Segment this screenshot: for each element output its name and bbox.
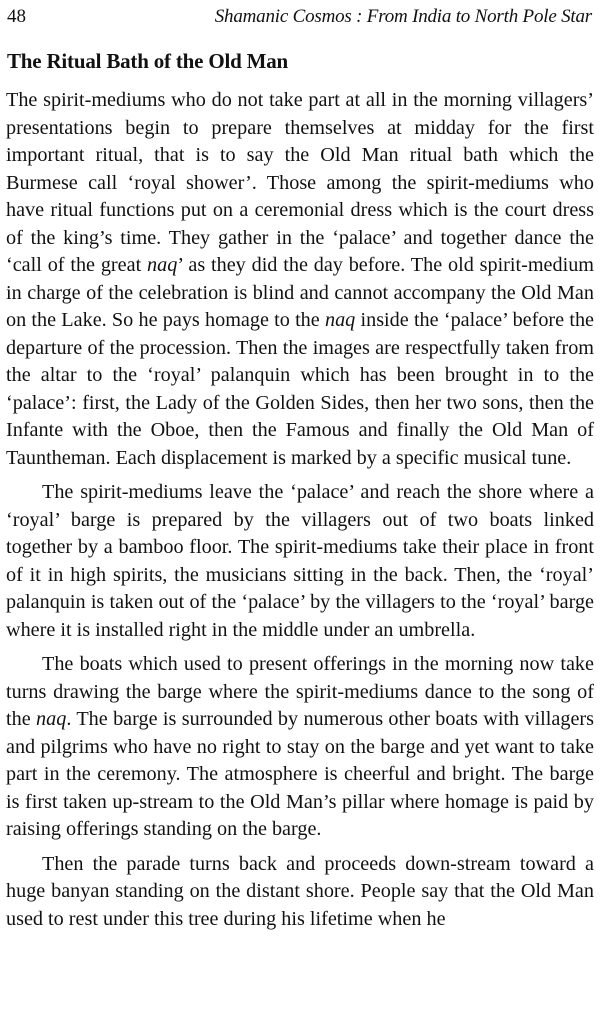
paragraph-1-text-b: ’ as they did the day before. The old spirit-medium in charge of the celebration is blind and cannot accompany the Old Man on the Lake. So he pays homage to the — [6, 254, 595, 331]
paragraph-1 — [6, 87, 594, 472]
naq-term: naq — [36, 708, 67, 730]
naq-term: naq — [147, 254, 178, 276]
section-heading: The Ritual Bath of the Old Man — [7, 49, 289, 73]
naq-term: naq — [324, 309, 356, 331]
paragraph-1-text-c: inside the ‘palace’ before the departure of the procession. Then the images are respectfully taken from the altar to the ‘royal’ palanquin which has been brought in to the ‘palace’: first, the Lady of the Golden Sides, then her two sons, then the Infante with the Oboe, then the Famous and finally the Old Man of Tauntheman. Each displacement is marked by a specific musical tune. — [6, 309, 595, 469]
body-text — [6, 87, 594, 940]
page-number: 48 — [7, 6, 26, 27]
paragraph-3 — [6, 651, 594, 844]
paragraph-4: Then the parade turns back and proceeds down-stream toward a huge banyan standing on the distant shore. People say that the Old Man used to rest under this tree during his lifetime when he — [6, 852, 594, 930]
running-head — [7, 3, 592, 31]
book-title: Shamanic Cosmos : From India to North Pole Star — [214, 6, 592, 27]
paragraph-3-text-a: The boats which used to present offerings in the morning now take turns drawing the barge where the spirit-mediums dance to the song of the — [6, 653, 594, 730]
paragraph-3-text-b: . The barge is surrounded by numerous other boats with villagers and pilgrims who have no right to stay on the barge and yet want to take part in the ceremony. The atmosphere is cheerful and bright. The barge is first taken up-stream to the Old Man’s pillar where homage is paid by raising offerings standing on the barge. — [6, 708, 594, 840]
paragraph-1-text-a: The spirit-mediums who do not take part at all in the morning villagers’ presentations begin to prepare themselves at midday for the first important ritual, that is to say the Old Man ritual bath which the Burmese call ‘royal shower’. Those among the spirit-mediums who have ritual functions put on a ceremonial dress which is the court dress of the king’s time. They gather in the ‘palace’ and together dance the ‘call of the great — [6, 89, 594, 276]
paragraph-2: The spirit-mediums leave the ‘palace’ and reach the shore where a ‘royal’ barge is prepared by the villagers out of two boats linked together by a bamboo floor. The spirit-mediums take their place in front of it in high spirits, the musicians sitting in the back. Then, the ‘royal’ palanquin is taken out of the ‘palace’ by the villagers to the ‘royal’ barge where it is installed right in the middle under an umbrella. — [6, 481, 594, 641]
